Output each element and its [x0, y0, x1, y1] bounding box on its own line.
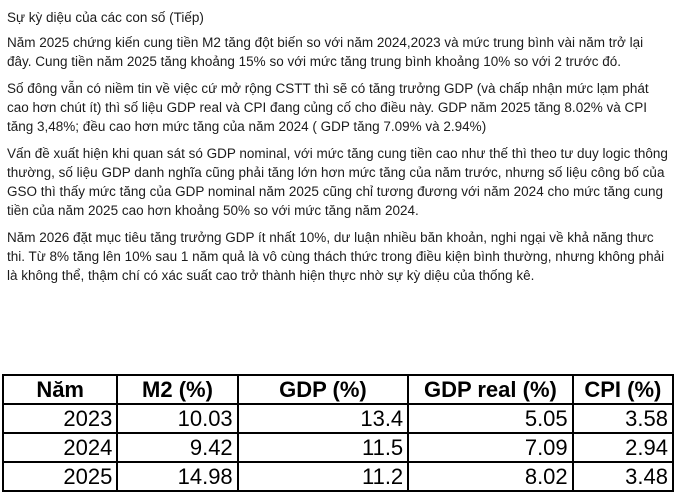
cell-m2: 10.03 — [117, 404, 237, 433]
cell-year: 2025 — [3, 462, 117, 491]
header-year: Năm — [3, 375, 117, 404]
paragraph-target-2026: Năm 2026 đặt mục tiêu tăng trưởng GDP ít nhất 10%, dư luận nhiều băn khoản, nghi ngại về khả năng thưc thi. Từ 8% tăng lên 10% sau 1 năm quả là vô cùng thách thức trong điều kiện bình thường, nhưng không phải là không thể, thậm chí có xác suất cao trở thành hiện thực nhờ sự kỳ diệu của thống kê. — [7, 230, 665, 283]
cell-gdp: 13.4 — [238, 404, 409, 433]
cell-cpi: 2.94 — [573, 433, 673, 462]
header-cpi: CPI (%) — [573, 375, 673, 404]
cell-gdp-real: 8.02 — [408, 462, 572, 491]
cell-gdp-real: 5.05 — [408, 404, 572, 433]
cell-m2: 9.42 — [117, 433, 237, 462]
post-title: Sự kỳ diệu của các con số (Tiếp) — [7, 10, 204, 25]
stats-table-image — [2, 374, 674, 492]
header-gdp-real: GDP real (%) — [408, 375, 572, 404]
cell-m2: 14.98 — [117, 462, 237, 491]
paragraph-gdp-nominal: Vấn đề xuất hiện khi quan sát só GDP nominal, với mức tăng cung tiền cao như thế thì theo tư duy logic thông thường, số liệu GDP danh nghĩa cũng phải tăng lớn hơn mức tăng của năm trước, nhưng số liệu công bố của GSO thì thấy mức tăng của GDP nominal năm 2025 cũng chỉ tương đương với năm 2024 cho mức tăng cung tiền của năm 2025 cao hơn khoảng 50% so với mức tăng năm 2024. — [7, 146, 668, 218]
paragraph-money-supply: Năm 2025 chứng kiến cung tiền M2 tăng đột biến so với năm 2024,2023 và mức trung bình vài năm trở lại đây. Cung tiền năm 2025 tăng khoảng 15% so với mức tăng trung bình khoảng 10% so với 2 trước đó. — [7, 35, 644, 69]
header-m2: M2 (%) — [117, 375, 237, 404]
header-gdp: GDP (%) — [238, 375, 409, 404]
post-body — [7, 8, 671, 293]
table-row — [3, 433, 673, 462]
cell-cpi: 3.48 — [573, 462, 673, 491]
table-header-row — [3, 375, 673, 404]
cell-year: 2024 — [3, 433, 117, 462]
cell-gdp-real: 7.09 — [408, 433, 572, 462]
cell-gdp: 11.5 — [238, 433, 409, 462]
table-row — [3, 404, 673, 433]
paragraph-gdp-cpi: Số đông vẫn có niềm tin về việc cứ mở rộng CSTT thì sẽ có tăng trưởng GDP (và chấp nhận mức lạm phát cao hơn chút ít) thì số liệu GDP real và CPI đang củng cố cho điều này. GDP năm 2025 tăng 8.02% và CPI tăng 3,48%; đều cao hơn mức tăng của năm 2024 ( GDP tăng 7.09% và 2.94%) — [7, 81, 649, 134]
cell-year: 2023 — [3, 404, 117, 433]
stats-table — [2, 374, 674, 492]
cell-gdp: 11.2 — [238, 462, 409, 491]
table-row — [3, 462, 673, 491]
cell-cpi: 3.58 — [573, 404, 673, 433]
